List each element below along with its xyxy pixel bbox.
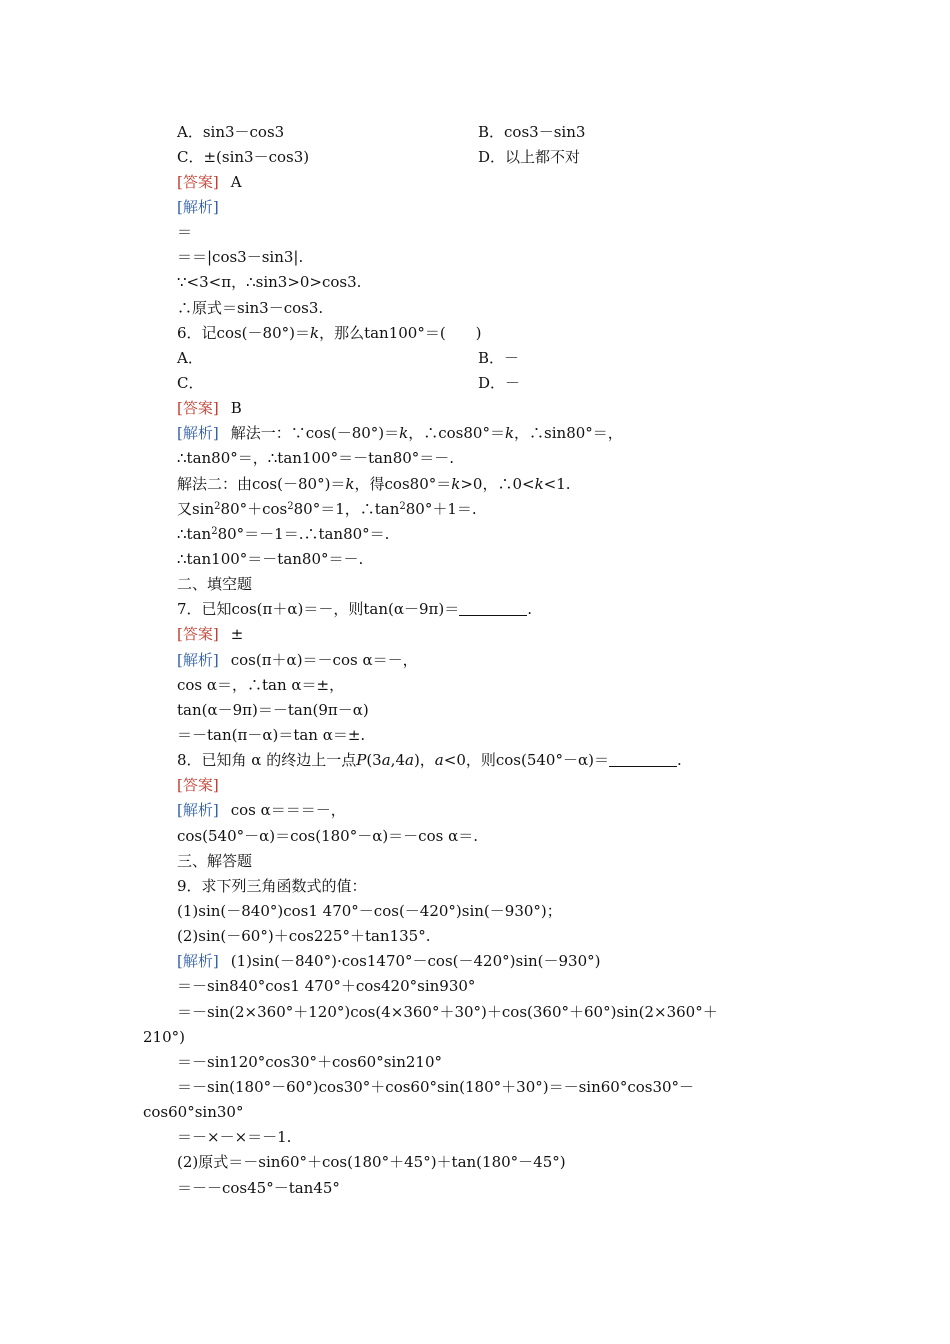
q6-option-d — [478, 371, 520, 396]
text: ＝－×－×＝－1. — [177, 1128, 292, 1146]
text: . — [676, 751, 682, 769]
q9-stem — [177, 874, 367, 899]
section-heading — [177, 572, 252, 597]
q6-option-a — [177, 346, 203, 371]
analysis-tag: [解析] — [177, 198, 219, 216]
text: ∴tan100°＝－tan80°＝－. — [177, 550, 364, 568]
q5-option-d — [478, 145, 580, 170]
text: tan(α－9π)＝－tan(9π－α) — [177, 701, 369, 719]
text: (1)sin(－840°)cos1 470°－cos(－420°)sin(－930°)； — [177, 902, 562, 920]
text: ∵<3<π，∴sin3>0>cos3. — [177, 273, 362, 291]
q7-analysis-line — [177, 723, 365, 748]
q9-analysis-line — [143, 1025, 185, 1050]
q6-analysis-line — [177, 522, 389, 547]
answer-blank[interactable] — [459, 601, 527, 616]
q9-analysis-line — [177, 1000, 718, 1025]
q5-answer — [177, 170, 242, 195]
answer-tag: [答案] — [177, 173, 219, 191]
q6-answer — [177, 396, 242, 421]
text: ，∴sin80°＝， — [514, 424, 623, 442]
text: 80°＋1＝. — [405, 500, 477, 518]
text: 7．已知cos(π＋α)＝－，则tan(α－9π)＝ — [177, 600, 460, 618]
variable: k — [309, 324, 320, 342]
answer-value: A — [230, 173, 242, 191]
text: ＝－－cos45°－tan45° — [177, 1179, 340, 1197]
q6-analysis-line — [177, 497, 477, 522]
text: 8．已知角 α 的终边上一点 — [177, 751, 357, 769]
text: cos60°sin30° — [143, 1103, 244, 1121]
text: 9．求下列三角函数式的值： — [177, 877, 367, 895]
answer-blank[interactable] — [609, 752, 677, 767]
text: . — [527, 600, 533, 618]
text: 80°＝－1＝.∴tan80°＝. — [217, 525, 390, 543]
q9-analysis-line — [177, 1150, 566, 1175]
answer-value: ± — [230, 625, 244, 643]
q5-analysis-line — [177, 245, 303, 270]
q5-option-d-text: D．以上都不对 — [478, 148, 581, 166]
q9-analysis-line — [177, 1125, 291, 1150]
text: 三、解答题 — [177, 852, 253, 870]
answer-tag: [答案] — [177, 399, 219, 417]
text: <1. — [543, 475, 571, 493]
text: ＝ — [177, 223, 193, 241]
q8-stem — [177, 748, 682, 773]
q5-analysis-line — [177, 220, 192, 245]
superscript: 2 — [399, 501, 406, 512]
variable: a — [434, 751, 444, 769]
text: 解法二：由cos(－80°)＝ — [177, 475, 346, 493]
q6-stem — [177, 321, 482, 346]
text: ，∴cos80°＝ — [408, 424, 505, 442]
text: ∴tan80°＝，∴tan100°＝－tan80°＝－. — [177, 449, 455, 467]
text: ，得cos80°＝ — [354, 475, 452, 493]
q5-option-c-text: C．±(sin3－cos3) — [177, 148, 310, 166]
text: 又sin — [177, 500, 215, 518]
section-heading — [177, 849, 252, 874]
text: cos(540°－α)＝cos(180°－α)＝－cos α＝. — [177, 827, 478, 845]
q5-option-a — [177, 120, 284, 145]
text: (3 — [366, 751, 382, 769]
text: 80°＋cos — [220, 500, 288, 518]
q7-answer — [177, 622, 243, 647]
q8-analysis-line — [177, 824, 478, 849]
analysis-tag: [解析] — [177, 952, 219, 970]
text: cos(π＋α)＝－cos α＝－， — [230, 651, 418, 669]
text: >0，∴0< — [460, 475, 535, 493]
q7-analysis-line — [177, 698, 369, 723]
variable: k — [399, 424, 409, 442]
text: ＝－sin840°cos1 470°＋cos420°sin930° — [177, 977, 476, 995]
q6-option-b — [478, 346, 519, 371]
variable: k — [504, 424, 515, 442]
text: )， — [413, 751, 435, 769]
text: (2)原式＝－sin60°＋cos(180°＋45°)＋tan(180°－45°) — [177, 1153, 566, 1171]
text: ，那么tan100°＝( ) — [319, 324, 482, 342]
variable: k — [345, 475, 355, 493]
q5-option-b — [478, 120, 585, 145]
q9-analysis-line — [143, 1100, 243, 1125]
variable: k — [451, 475, 461, 493]
text: ＝＝|cos3－sin3|. — [177, 248, 304, 266]
text: D．－ — [478, 374, 521, 392]
superscript: 2 — [214, 501, 221, 512]
q6-analysis-line — [177, 547, 363, 572]
q5-option-b-text: B．cos3－sin3 — [478, 123, 586, 141]
q9-analysis-line — [177, 1050, 442, 1075]
text: ＝－sin120°cos30°＋cos60°sin210° — [177, 1053, 443, 1071]
text: ∴原式＝sin3－cos3. — [177, 299, 324, 317]
text: 210°) — [143, 1028, 185, 1046]
text: 二、填空题 — [177, 575, 253, 593]
q6-analysis-line — [177, 472, 571, 497]
analysis-tag: [解析] — [177, 424, 219, 442]
text: ＝－tan(π－α)＝tan α＝±. — [177, 726, 366, 744]
q5-analysis-line — [177, 296, 323, 321]
answer-tag: [答案] — [177, 625, 219, 643]
text: cos α＝＝＝－， — [230, 801, 346, 819]
q8-answer — [177, 773, 219, 798]
q8-analysis-line — [177, 798, 346, 823]
text: <0，则cos(540°－α)＝ — [443, 751, 609, 769]
q9-analysis-line — [177, 949, 600, 974]
q9-analysis-line — [177, 1075, 694, 1100]
q9-analysis-line — [177, 974, 475, 999]
q9-analysis-line — [177, 1176, 340, 1201]
text: (2)sin(－60°)＋cos225°＋tan135°. — [177, 927, 431, 945]
q5-option-c — [177, 145, 309, 170]
text: C． — [177, 374, 204, 392]
analysis-tag: [解析] — [177, 651, 219, 669]
text: ∴tan — [177, 525, 212, 543]
answer-value: B — [230, 399, 242, 417]
text: 解法一：∵cos(－80°)＝ — [230, 424, 400, 442]
q5-analysis-line — [177, 270, 361, 295]
text: 80°＝1，∴tan — [293, 500, 400, 518]
variable: a — [404, 751, 414, 769]
text: ＝－sin(2×360°＋120°)cos(4×360°＋30°)＋cos(360°＋60°)sin(2×360°＋ — [177, 1003, 718, 1021]
q6-option-c — [177, 371, 203, 396]
variable: k — [534, 475, 544, 493]
text: (1)sin(－840°)·cos1470°－cos(－420°)sin(－930°) — [230, 952, 601, 970]
q5-option-a-text: A．sin3－cos3 — [177, 123, 285, 141]
text: 6．记cos(－80°)＝ — [177, 324, 310, 342]
text: ＝－sin(180°－60°)cos30°＋cos60°sin(180°＋30°)＝－sin60°cos30°－ — [177, 1078, 695, 1096]
q9-part-1 — [177, 899, 562, 924]
q5-analysis-tag — [177, 195, 219, 220]
text: ,4 — [390, 751, 405, 769]
text: B．－ — [478, 349, 520, 367]
q7-analysis-line — [177, 673, 344, 698]
text: cos α＝，∴tan α＝±， — [177, 676, 345, 694]
superscript: 2 — [211, 526, 218, 537]
q6-analysis-line — [177, 421, 623, 446]
q7-analysis-line — [177, 648, 418, 673]
q7-stem — [177, 597, 532, 622]
q6-analysis-line — [177, 446, 454, 471]
superscript: 2 — [287, 501, 294, 512]
text: A． — [177, 349, 203, 367]
answer-tag: [答案] — [177, 776, 219, 794]
variable: a — [381, 751, 391, 769]
variable: P — [356, 751, 367, 769]
analysis-tag: [解析] — [177, 801, 219, 819]
q9-part-2 — [177, 924, 430, 949]
